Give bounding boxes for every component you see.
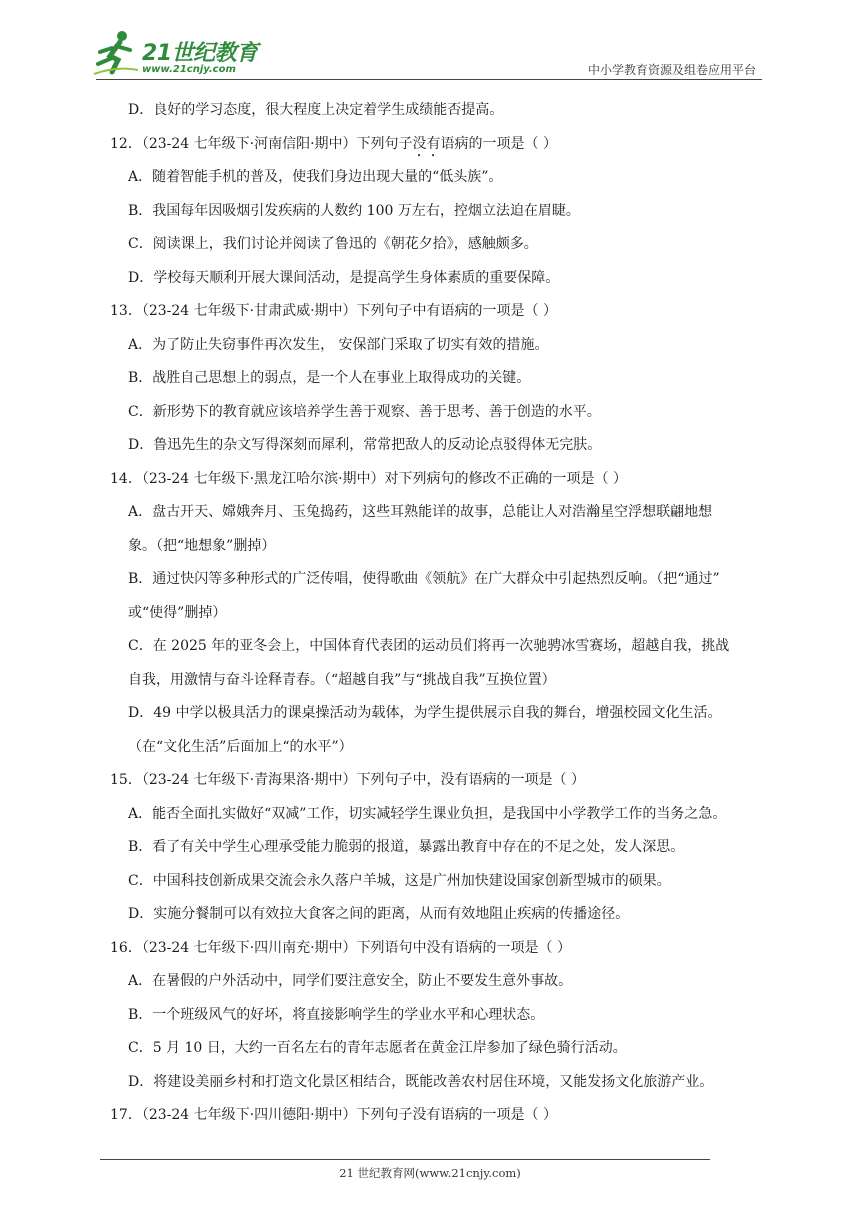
question-line: 15．（23-24 七年级下·青海果洛·期中）下列句子中，没有语病的一项是（ ） [110, 772, 585, 788]
option-line: A．盘古开天、嫦娥奔月、玉兔捣药，这些耳熟能详的故事，总能让人对浩瀚星空浮想联翩地想 [128, 504, 713, 520]
option-line: D．良好的学习态度，很大程度上决定着学生成绩能否提高。 [128, 102, 504, 118]
option-line: C．新形势下的教育就应该培养学生善于观察、善于思考、善于创造的水平。 [128, 403, 601, 420]
option-line: D．鲁迅先生的杂文写得深刻而犀利，常常把敌人的反动论点驳得体无完肤。 [128, 437, 602, 453]
footer-divider [100, 1159, 710, 1160]
page-footer: 21 世纪教育网(www.21cnjy.com) [339, 1166, 521, 1180]
page-header [0, 0, 860, 82]
option-line: A．能否全面扎实做好“双减”工作，切实减轻学生课业负担，是我国中小学教学工作的当务之急。 [128, 805, 727, 822]
option-continuation-line: 或“使得”删掉） [128, 604, 227, 621]
option-line: C．中国科技创新成果交流会永久落户羊城，这是广州加快建设国家创新型城市的硕果。 [128, 872, 671, 889]
logo-main-text: 21世纪教育 [142, 41, 258, 66]
runner-logo-icon [92, 30, 140, 76]
option-line: D．实施分餐制可以有效拉大食客之间的距离，从而有效地阻止疾病的传播途径。 [128, 906, 630, 922]
question-line: 13．（23-24 七年级下·甘肃武威·期中）下列句子中有语病的一项是（ ） [110, 303, 557, 319]
option-line: A．为了防止失窃事件再次发生， 安保部门采取了切实有效的措施。 [128, 336, 549, 353]
emphasized-word: 没有 [412, 135, 441, 152]
question-line [102, 128, 766, 162]
option-line: B．我国每年因吸烟引发疾病的人数约 100 万左右，控烟立法迫在眉睫。 [128, 202, 580, 219]
question-line: 17．（23-24 七年级下·四川德阳·期中）下列句子没有语病的一项是（ ） [110, 1107, 557, 1123]
option-line: D．学校每天顺利开展大课间活动，是提高学生身体素质的重要保障。 [128, 269, 560, 286]
option-continuation-line: 象。（把“地想象”删掉） [128, 537, 276, 554]
header-divider [96, 79, 762, 80]
question-text-post: 语病的一项是（ ） [440, 135, 557, 152]
option-line: C．5 月 10 日，大约一百名左右的青年志愿者在黄金江岸参加了绿色骑行活动。 [128, 1040, 627, 1056]
option-continuation-line: （在“文化生活”后面加上“的水平”） [128, 738, 353, 755]
option-line: B．一个班级风气的好坏，将直接影响学生的学业水平和心理状态。 [128, 1006, 545, 1023]
option-line: D．将建设美丽乡村和打造文化景区相结合，既能改善农村居住环境，又能发扬文化旅游产业。 [128, 1073, 714, 1090]
question-text-pre: 12．（23-24 七年级下·河南信阳·期中）下列句子 [110, 135, 413, 152]
platform-title: 中小学教育资源及组卷应用平台 [587, 63, 756, 77]
question-list [102, 94, 766, 1133]
logo [92, 30, 262, 80]
option-line: C．阅读课上，我们讨论并阅读了鲁迅的《朝花夕拾》，感触颇多。 [128, 236, 538, 252]
question-line: 16．（23-24 七年级下·四川南充·期中）下列语句中没有语病的一项是（ ） [110, 939, 571, 956]
logo-url-text: www.21cnjy.com [142, 64, 236, 75]
option-line: B．通过快闪等多种形式的广泛传唱，使得歌曲《领航》在广大群众中引起热烈反响。（把“通过” [128, 571, 720, 587]
option-line: C．在 2025 年的亚冬会上，中国体育代表团的运动员们将再一次驰骋冰雪赛场，超越自我，挑战 [128, 638, 730, 654]
option-continuation-line: 自我，用激情与奋斗诠释青春。（“超越自我”与“挑战自我”互换位置） [128, 671, 556, 688]
option-line: B．战胜自己思想上的弱点，是一个人在事业上取得成功的关键。 [128, 370, 531, 386]
option-line: B．看了有关中学生心理承受能力脆弱的报道，暴露出教育中存在的不足之处，发人深思。 [128, 839, 685, 855]
question-line: 14．（23-24 七年级下·黑龙江哈尔滨·期中）对下列病句的修改不正确的一项是（ ） [110, 470, 627, 487]
option-line: D．49 中学以极具活力的课桌操活动为载体，为学生提供展示自我的舞台，增强校园文化生活。 [128, 705, 722, 721]
option-line: A．随着智能手机的普及，使我们身边出现大量的“低头族”。 [128, 169, 503, 185]
option-line: A．在暑假的户外活动中，同学们要注意安全，防止不要发生意外事故。 [128, 973, 573, 989]
